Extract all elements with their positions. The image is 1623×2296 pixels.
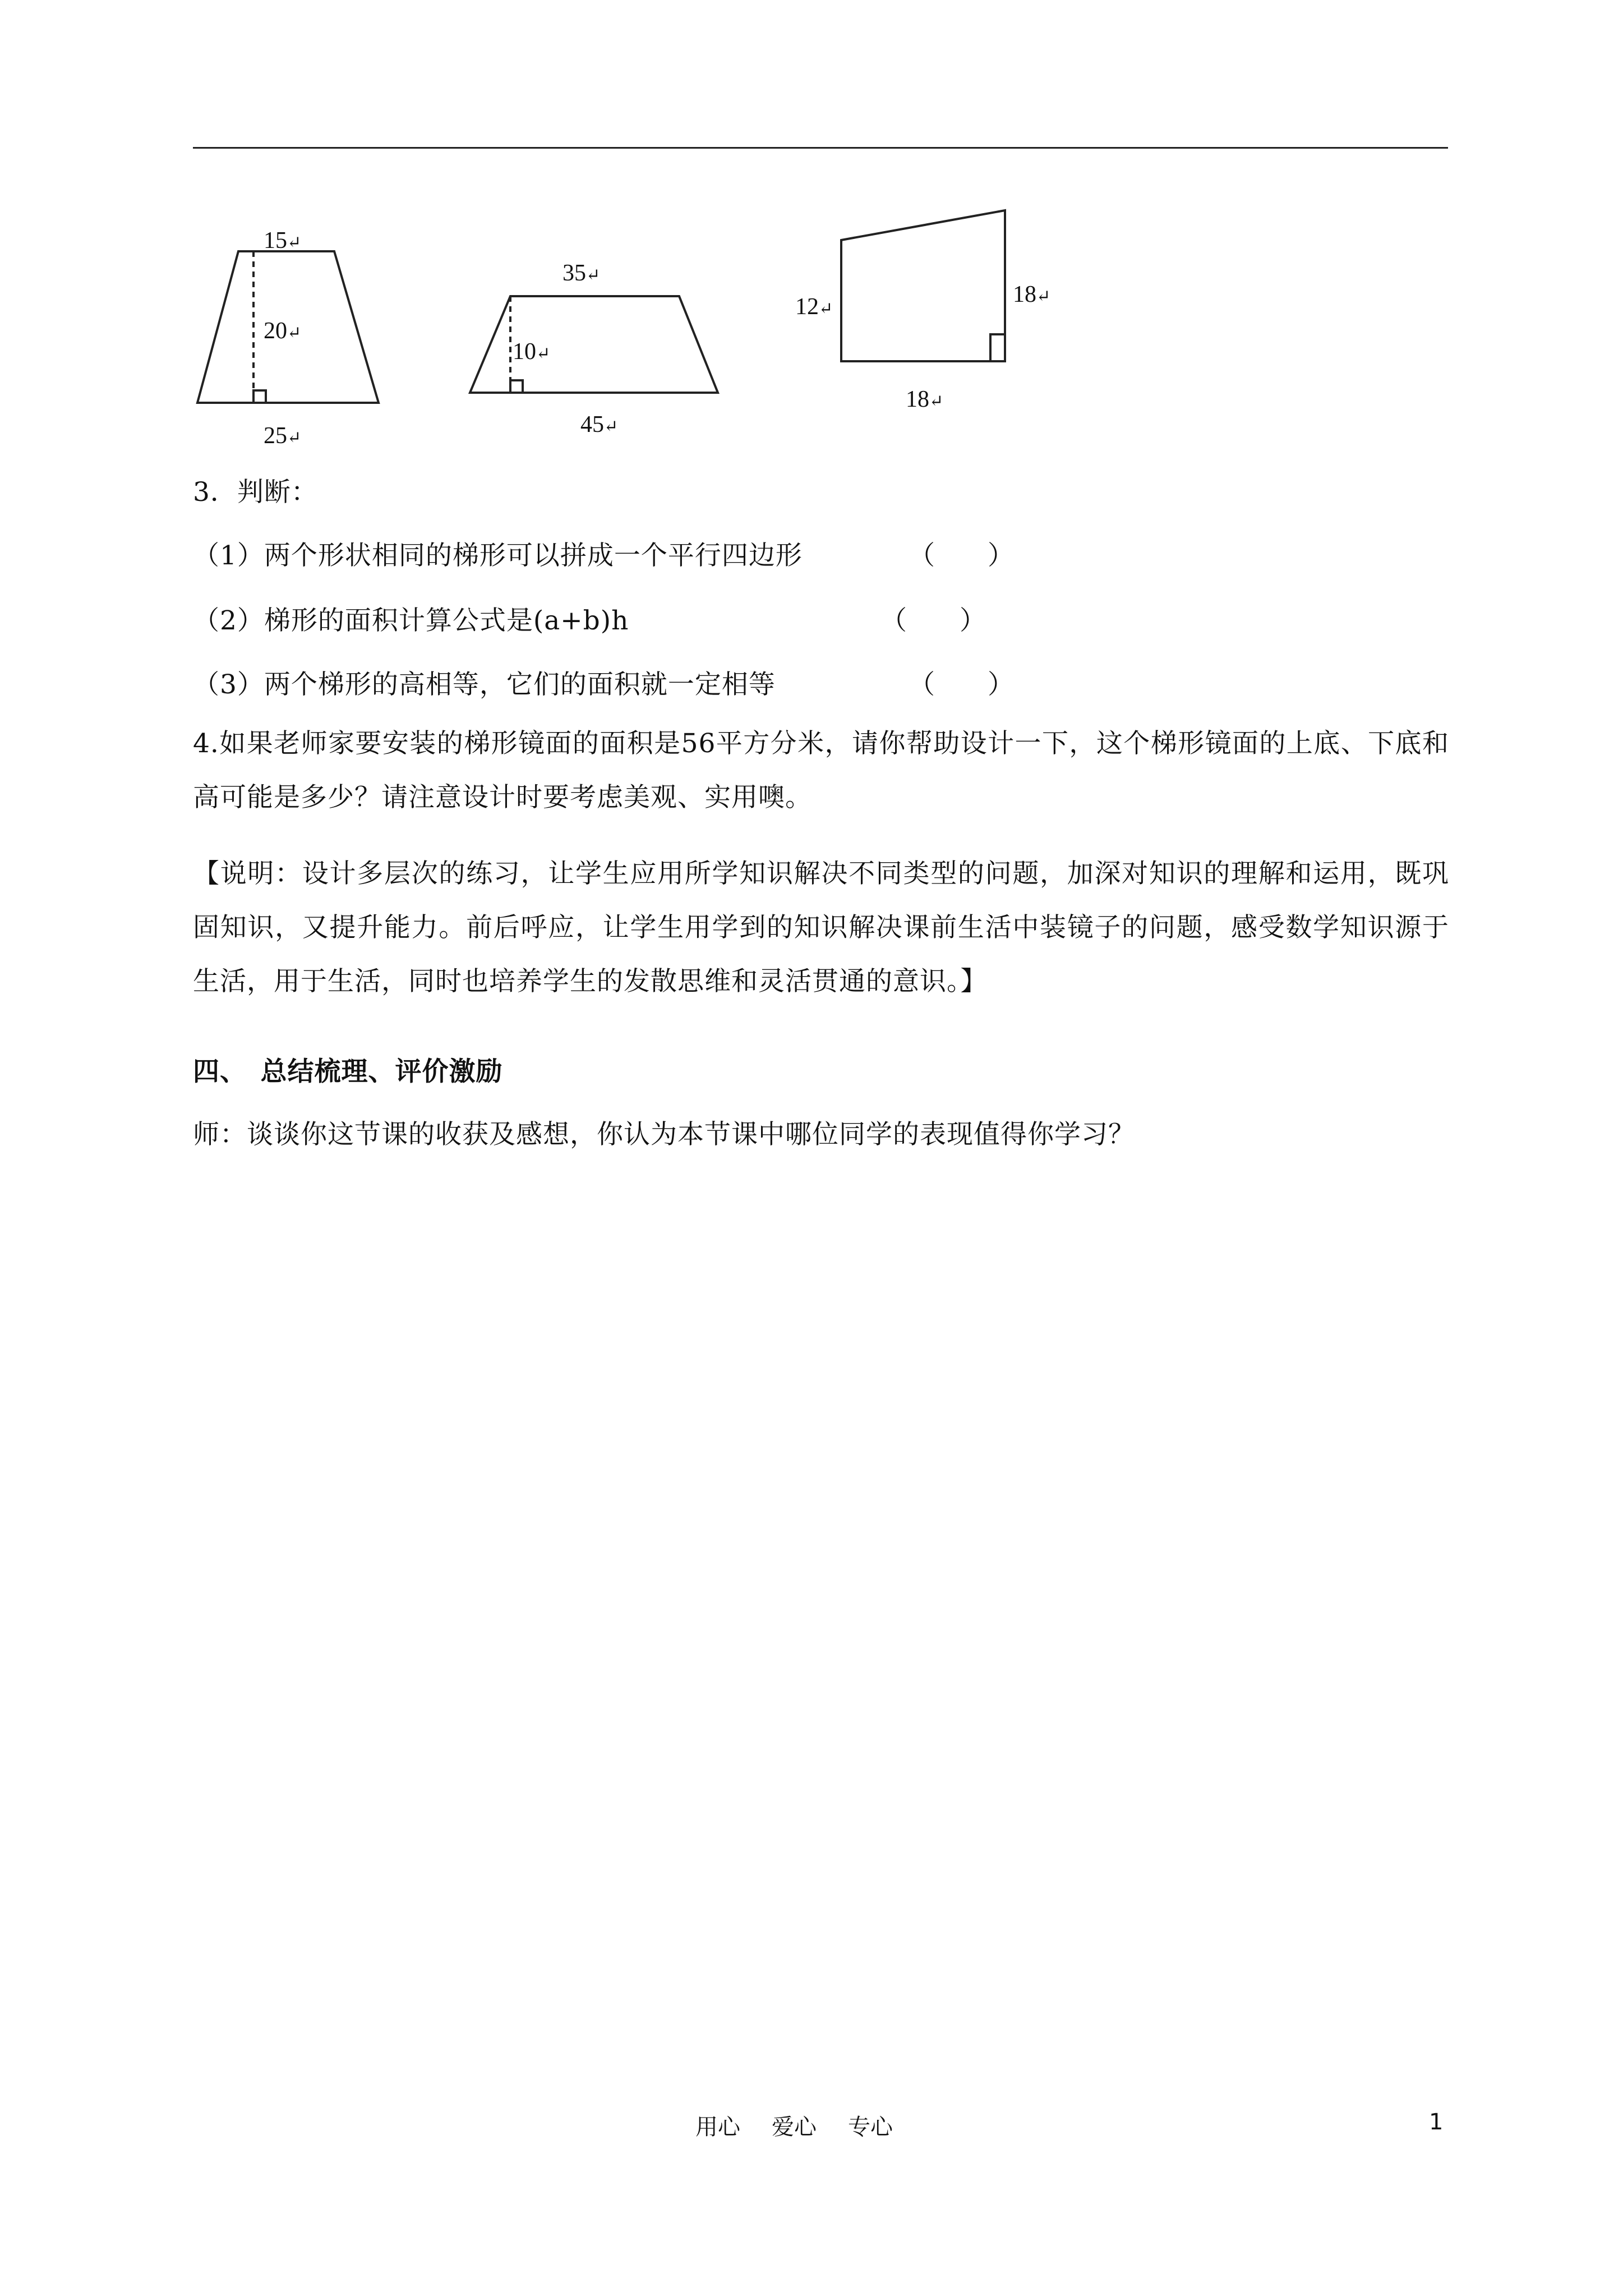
judgment-item-1-blank: （ ） [909, 540, 1014, 571]
trapezoid-a-bottom-label: 25↵ [264, 423, 302, 449]
footer-motto-3: 专心 [848, 2114, 893, 2140]
teacher-prompt: 师：谈谈你这节课的收获及感想，你认为本节课中哪位同学的表现值得你学习？ [193, 1119, 1135, 1150]
right-trapezoid-figure [841, 210, 1005, 361]
footer-motto-2: 爱心 [772, 2114, 817, 2140]
trapezoid-b-bottom-label: 45↵ [580, 412, 619, 438]
trapezoid-b-top-label: 35↵ [562, 260, 601, 286]
page-number: 1 [1429, 2109, 1444, 2135]
trapezoid-figures [0, 0, 1623, 460]
trapezoid-a-top-label: 15↵ [264, 228, 302, 254]
footer-motto [695, 2109, 924, 2141]
judgment-item-3-blank: （ ） [909, 669, 1014, 700]
judgment-item-1: （1）两个形状相同的梯形可以拼成一个平行四边形 [193, 540, 803, 571]
section3-heading: 3．判断： [193, 477, 318, 508]
right-trapezoid-right-label: 18↵ [1013, 282, 1051, 307]
trapezoid-figure-b [470, 296, 718, 393]
trapezoid-b-height-label: 10↵ [513, 339, 551, 365]
right-trapezoid-bottom-label: 18↵ [906, 386, 944, 412]
judgment-item-2: （2）梯形的面积计算公式是(a+b)h [193, 605, 629, 636]
trapezoid-a-height-label: 20↵ [264, 318, 302, 344]
judgment-item-3: （3）两个梯形的高相等，它们的面积就一定相等 [193, 669, 776, 700]
right-trapezoid-left-label: 12↵ [795, 294, 833, 320]
section4-heading: 四、 总结梳理、评价激励 [193, 1056, 503, 1087]
teaching-note: 【说明：设计多层次的练习，让学生应用所学知识解决不同类型的问题，加深对知识的理解和运用，既巩固知识，又提升能力。前后呼应，让学生用学到的知识解决课前生活中装镜子的问题，感受数学知识源于生活，用于生活，同时也培养学生的发散思维和灵活贯通的意识。】 [193, 858, 1449, 997]
footer-motto-1: 用心 [695, 2114, 740, 2140]
judgment-item-2-blank: （ ） [880, 605, 986, 636]
question-4: 4.如果老师家要安装的梯形镜面的面积是56平方分米，请你帮助设计一下，这个梯形镜面的上底、下底和高可能是多少？请注意设计时要考虑美观、实用噢。 [193, 728, 1449, 813]
